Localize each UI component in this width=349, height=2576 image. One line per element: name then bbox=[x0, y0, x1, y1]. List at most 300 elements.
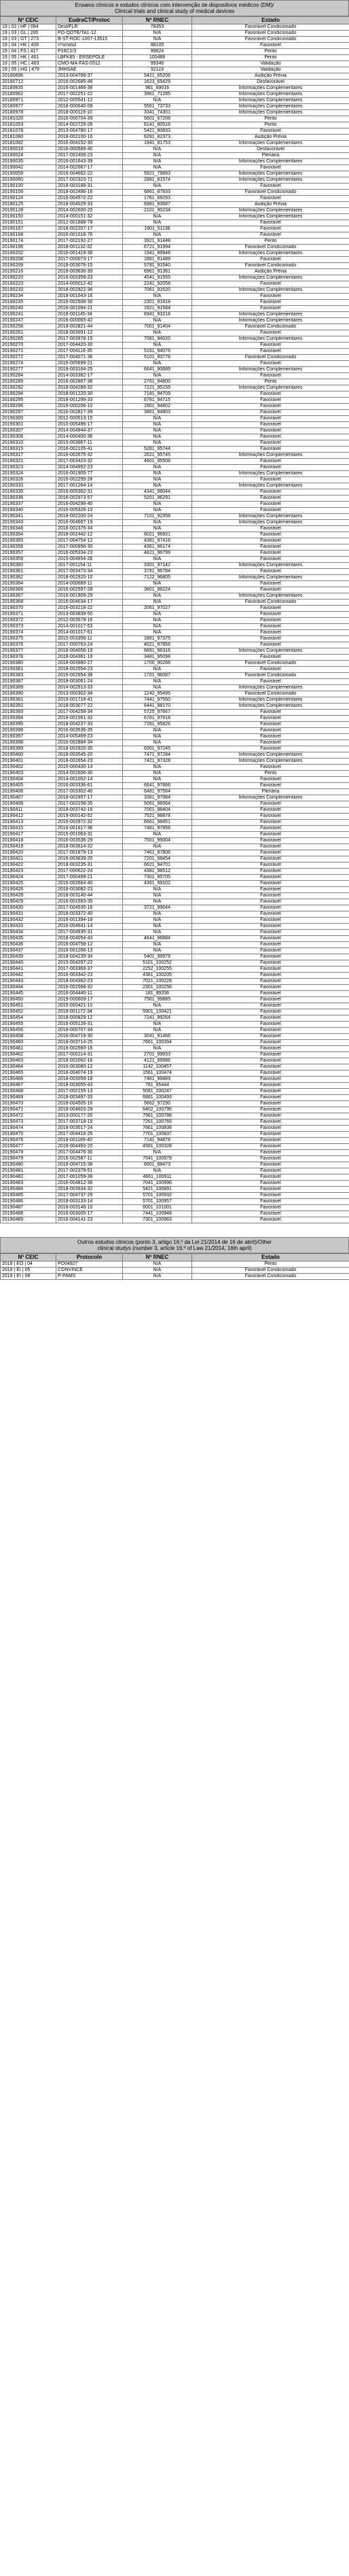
cell-rnec: 6881_100493 bbox=[123, 1095, 192, 1101]
cell-eudract: JHHSAE bbox=[56, 67, 123, 73]
cell-eudract: 2016-000704-39 bbox=[56, 116, 123, 122]
cell-ceic: 20190247 bbox=[1, 318, 56, 324]
cell-rnec: N/A bbox=[123, 948, 192, 954]
cell-estado: Favorável bbox=[192, 979, 349, 985]
cell-rnec: 6981_93687 bbox=[123, 202, 192, 208]
cell-estado: Favorável bbox=[192, 300, 349, 306]
cell-eudract: 2018-003714-25 bbox=[56, 1040, 123, 1046]
cell-eudract: 2018-002922-36 bbox=[56, 288, 123, 294]
cell-eudract: 2018-003235-31 bbox=[56, 863, 123, 869]
cell-rnec: N/A bbox=[123, 502, 192, 508]
cell-eudract: 2016-004440-11 bbox=[56, 991, 123, 997]
cell-ceic: 19 | 05 | HG | 479 bbox=[1, 67, 56, 73]
cell-estado: Informações Complementares bbox=[192, 98, 349, 104]
cell-ceic: 20190308 bbox=[1, 434, 56, 440]
table-row bbox=[1, 801, 349, 807]
cell-ceic: 20190407 bbox=[1, 795, 56, 801]
cell-estado: Informações Complementares bbox=[192, 648, 349, 655]
cell-estado: Favorável bbox=[192, 893, 349, 899]
cell-eudract: 2016-001394-18 bbox=[56, 918, 123, 924]
cell-ceic: 20190429 bbox=[1, 899, 56, 905]
cell-estado: Favorável Condicionado bbox=[192, 324, 349, 330]
cell-estado: Favorável bbox=[192, 722, 349, 728]
cell-eudract: B-ST-ROC-1007-13515 bbox=[56, 37, 123, 43]
cell-rnec: 6961_91361 bbox=[123, 269, 192, 275]
cell-eudract: 2018-003133-14 bbox=[56, 1199, 123, 1205]
cell-estado: Favorável bbox=[192, 343, 349, 349]
cell-rnec: N/A bbox=[123, 1028, 192, 1034]
cell-rnec: 6721_91994 bbox=[123, 245, 192, 251]
table-row bbox=[1, 899, 349, 905]
cell-rnec: 7521_98878 bbox=[123, 814, 192, 820]
cell-rnec: 6641_90689 bbox=[123, 367, 192, 373]
cell-eudract: 2016-002867-38 bbox=[56, 379, 123, 385]
cell-rnec: N/A bbox=[123, 612, 192, 618]
cell-rnec: 5662_97290 bbox=[123, 1101, 192, 1107]
cell-rnec: N/A bbox=[123, 557, 192, 563]
table-row bbox=[1, 502, 349, 508]
cell-estado: Favorável bbox=[192, 489, 349, 495]
cell-ceic: 20190433 bbox=[1, 924, 56, 930]
cell-estado: Favorável bbox=[192, 1132, 349, 1138]
cell-eudract: 2018-002920-10 bbox=[56, 575, 123, 581]
cell-ceic: 20190470 bbox=[1, 1101, 56, 1107]
cell-rnec: 5901_100421 bbox=[123, 1009, 192, 1015]
table-row bbox=[1, 214, 349, 220]
cell-rnec: 7041_100996 bbox=[123, 1181, 192, 1187]
cell-rnec: 5401_99979 bbox=[123, 954, 192, 960]
cell-eudract: CONVINCE bbox=[56, 1268, 123, 1274]
cell-rnec: N/A bbox=[123, 728, 192, 734]
cell-ceic: 20190444 bbox=[1, 985, 56, 991]
cell-estado: Favorável bbox=[192, 434, 349, 440]
cell-ceic: 20190389 bbox=[1, 685, 56, 691]
cell-eudract: 2016-001617-36 bbox=[56, 826, 123, 832]
cell-estado: Informações Complementares bbox=[192, 214, 349, 220]
cell-rnec: 5561_73733 bbox=[123, 104, 192, 110]
cell-eudract: 2018-003091-12 bbox=[56, 330, 123, 336]
cell-rnec: 98105 bbox=[123, 43, 192, 49]
cell-eudract: 2017-002155-13 bbox=[56, 1089, 123, 1095]
cell-eudract: 2016-002597-28 bbox=[56, 587, 123, 593]
cell-eudract: 2013-000302-34 bbox=[56, 691, 123, 697]
table-row bbox=[1, 924, 349, 930]
cell-estado: Favorável bbox=[192, 710, 349, 716]
table-row bbox=[1, 165, 349, 171]
table-row bbox=[1, 942, 349, 948]
cell-estado: Favorável bbox=[192, 581, 349, 587]
cell-ceic: 20190462 bbox=[1, 1052, 56, 1058]
cell-rnec: N/A bbox=[123, 667, 192, 673]
cell-estado: Favorável bbox=[192, 777, 349, 783]
cell-eudract: nºsmdsd bbox=[56, 43, 123, 49]
cell-rnec: 7461_97806 bbox=[123, 850, 192, 856]
cell-eudract: 2018-002442-12 bbox=[56, 532, 123, 538]
cell-ceic: 20190391 bbox=[1, 697, 56, 703]
cell-estado: Favorável bbox=[192, 428, 349, 434]
cell-rnec: 7541_100979 bbox=[123, 1156, 192, 1162]
cell-ceic: 20190406 bbox=[1, 789, 56, 795]
table-row bbox=[1, 116, 349, 122]
cell-rnec: 2621_95745 bbox=[123, 453, 192, 459]
cell-eudract: 2016-005334-23 bbox=[56, 551, 123, 557]
cell-estado: Favorável Condicionado bbox=[192, 37, 349, 43]
cell-ceic: 20190428 bbox=[1, 893, 56, 899]
table-row bbox=[1, 465, 349, 471]
cell-estado: Favorável bbox=[192, 814, 349, 820]
cell-ceic: 20190476 bbox=[1, 1138, 56, 1144]
cell-ceic: 20190354 bbox=[1, 532, 56, 538]
table-row bbox=[1, 538, 349, 544]
cell-ceic: 20190367 bbox=[1, 593, 56, 599]
cell-ceic: 20190486 bbox=[1, 1199, 56, 1205]
cell-rnec: N/A bbox=[123, 318, 192, 324]
cell-ceic: 20190168 bbox=[1, 232, 56, 239]
cell-eudract: 2018-004603-29 bbox=[56, 1107, 123, 1113]
cell-estado: Pento bbox=[192, 49, 349, 55]
cell-estado: Informações Complementares bbox=[192, 336, 349, 343]
cell-estado: Informações Complementares bbox=[192, 685, 349, 691]
cell-eudract: 2014-004952-23 bbox=[56, 465, 123, 471]
cell-rnec: 2241_92058 bbox=[123, 281, 192, 288]
cell-eudract: 2016-005326-10 bbox=[56, 508, 123, 514]
cell-rnec: 6021_96931 bbox=[123, 532, 192, 538]
cell-rnec: 6281_82373 bbox=[123, 135, 192, 141]
cell-rnec: 6402_100795 bbox=[123, 1107, 192, 1113]
cell-rnec: 7481_99889 bbox=[123, 1077, 192, 1083]
cell-rnec: 5421_80833 bbox=[123, 128, 192, 135]
cell-eudract: 2014-000400-36 bbox=[56, 434, 123, 440]
cell-ceic: 20190439 bbox=[1, 954, 56, 960]
cell-eudract: 2017-002408-23 bbox=[56, 153, 123, 159]
cell-rnec: N/A bbox=[123, 740, 192, 746]
table-row bbox=[1, 1064, 349, 1071]
cell-eudract: 2018-003497-33 bbox=[56, 1095, 123, 1101]
cell-ceic: 20190326 bbox=[1, 477, 56, 483]
cell-ceic: 20181078 bbox=[1, 128, 56, 135]
cell-estado: Favorável bbox=[192, 1156, 349, 1162]
cell-ceic: 20190471 bbox=[1, 1107, 56, 1113]
table-row bbox=[1, 1046, 349, 1052]
table-row bbox=[1, 1052, 349, 1058]
cell-rnec: N/A bbox=[123, 581, 192, 587]
cell-estado: Favorável bbox=[192, 985, 349, 991]
table-row bbox=[1, 226, 349, 232]
cell-ceic: 20190458 bbox=[1, 1034, 56, 1040]
table-row bbox=[1, 752, 349, 759]
table-row bbox=[1, 385, 349, 391]
cell-estado: Favorável Condicionado bbox=[192, 355, 349, 361]
cell-ceic: 20190035 bbox=[1, 159, 56, 165]
col-header-rnec: Nº RNEC bbox=[123, 17, 192, 24]
cell-rnec: 5061_98564 bbox=[123, 801, 192, 807]
cell-ceic: 20190431 bbox=[1, 911, 56, 918]
table-row bbox=[1, 1107, 349, 1113]
cell-ceic: 20190018 bbox=[1, 147, 56, 153]
cell-eudract: 2017-004476-30 bbox=[56, 1150, 123, 1156]
cell-estado: Favorável bbox=[192, 942, 349, 948]
cell-rnec: 2101_90234 bbox=[123, 208, 192, 214]
cell-ceic: 20190403 bbox=[1, 771, 56, 777]
cell-eudract: 2016-003080-12 bbox=[56, 1064, 123, 1071]
cell-ceic: 20190258 bbox=[1, 324, 56, 330]
table-row bbox=[1, 453, 349, 459]
cell-rnec: N/A bbox=[123, 416, 192, 422]
cell-ceic: 20190272 bbox=[1, 355, 56, 361]
cell-rnec: 3361_97984 bbox=[123, 795, 192, 801]
cell-estado: Favorável bbox=[192, 856, 349, 863]
cell-ceic: 20190346 bbox=[1, 526, 56, 532]
cell-ceic: 20190383 bbox=[1, 673, 56, 679]
cell-rnec: N/A bbox=[123, 1268, 192, 1274]
cell-eudract: 2018-003980-27 bbox=[56, 661, 123, 667]
cell-estado: Favorável bbox=[192, 1174, 349, 1181]
table-row bbox=[1, 1162, 349, 1168]
table-row bbox=[1, 184, 349, 190]
cell-ceic: 20190381 bbox=[1, 667, 56, 673]
cell-estado: Favorável bbox=[192, 820, 349, 826]
cell-rnec: 6781_97918 bbox=[123, 716, 192, 722]
cell-ceic: 20190241 bbox=[1, 312, 56, 318]
cell-estado: Pento bbox=[192, 379, 349, 385]
cell-eudract: 2016-004667-19 bbox=[56, 520, 123, 526]
table-row bbox=[1, 80, 349, 86]
table-row bbox=[1, 67, 349, 73]
cell-estado: Favorável bbox=[192, 1071, 349, 1077]
cell-rnec: N/A bbox=[123, 477, 192, 483]
cell-estado: Favorável bbox=[192, 1015, 349, 1022]
cell-estado: Favorável bbox=[192, 502, 349, 508]
cell-eudract: 2016-005699-21 bbox=[56, 361, 123, 367]
cell-estado: Validação bbox=[192, 67, 349, 73]
cell-eudract: 2016-002972-32 bbox=[56, 820, 123, 826]
cell-ceic: 20190261 bbox=[1, 330, 56, 336]
cell-eudract: 2017-003369-37 bbox=[56, 967, 123, 973]
table-row bbox=[1, 447, 349, 453]
cell-rnec: 7021_100228 bbox=[123, 979, 192, 985]
cell-eudract: 2014-002600-20 bbox=[56, 208, 123, 214]
section1-title-line1: Ensaios clínicos e estudos clínicos com intervenção de dispositivos médicos (DM)/ bbox=[75, 2, 274, 8]
cell-rnec: N/A bbox=[123, 373, 192, 379]
cell-estado: Favorável bbox=[192, 1150, 349, 1156]
cell-rnec: 2301_91818 bbox=[123, 300, 192, 306]
table-row bbox=[1, 869, 349, 875]
table-row bbox=[1, 135, 349, 141]
cell-estado: Favorável bbox=[192, 1205, 349, 1211]
cell-estado: Favorável bbox=[192, 440, 349, 447]
cell-ceic: 20190380 bbox=[1, 661, 56, 667]
cell-eudract: 2018-000640-09 bbox=[56, 104, 123, 110]
cell-estado: Favorável Condicionado bbox=[192, 263, 349, 269]
cell-estado: Audição Prévia bbox=[192, 202, 349, 208]
cell-ceic: 2019 | EI | 08 bbox=[1, 1274, 56, 1280]
cell-ceic: 20190265 bbox=[1, 336, 56, 343]
cell-estado: Favorável bbox=[192, 587, 349, 593]
cell-ceic: 20190423 bbox=[1, 869, 56, 875]
cell-estado: Plenária bbox=[192, 789, 349, 795]
cell-estado: Favorável bbox=[192, 495, 349, 502]
table-row bbox=[1, 1003, 349, 1009]
cell-rnec: N/A bbox=[123, 630, 192, 636]
cell-rnec: N/A bbox=[123, 618, 192, 624]
cell-eudract: 2014-001017-53 bbox=[56, 624, 123, 630]
cell-rnec: 3781_96784 bbox=[123, 569, 192, 575]
table-row bbox=[1, 37, 349, 43]
cell-ceic: 20190374 bbox=[1, 630, 56, 636]
cell-ceic: 19 | 05 | HK | 461 bbox=[1, 55, 56, 61]
cell-estado: Informações Complementares bbox=[192, 697, 349, 703]
cell-eudract: 2016-001419-38 bbox=[56, 251, 123, 257]
table-row bbox=[1, 1168, 349, 1174]
cell-estado: Favorável bbox=[192, 165, 349, 171]
col-header-rnec: Nº RNEC bbox=[123, 1254, 192, 1261]
table-row bbox=[1, 159, 349, 165]
cell-ceic: 20190209 bbox=[1, 263, 56, 269]
cell-ceic: 20190323 bbox=[1, 465, 56, 471]
cell-estado: Informações Complementares bbox=[192, 312, 349, 318]
cell-eudract: CMO-MA-FAS-0512 bbox=[56, 61, 123, 67]
cell-estado: Favorável Condicionado bbox=[192, 673, 349, 679]
cell-ceic: 20190150 bbox=[1, 214, 56, 220]
table-row bbox=[1, 147, 349, 153]
table-row bbox=[1, 275, 349, 281]
cell-estado: Favorável bbox=[192, 477, 349, 483]
table-row bbox=[1, 563, 349, 569]
cell-ceic: 20190377 bbox=[1, 648, 56, 655]
table-row bbox=[1, 905, 349, 911]
cell-rnec: 7661_100394 bbox=[123, 1040, 192, 1046]
cell-eudract: 2016-002207-17 bbox=[56, 226, 123, 232]
cell-ceic: 20180978 bbox=[1, 110, 56, 116]
cell-eudract: 2018-004505-16 bbox=[56, 1101, 123, 1107]
table-row bbox=[1, 349, 349, 355]
table-row bbox=[1, 679, 349, 685]
cell-ceic: 20190270 bbox=[1, 343, 56, 349]
cell-rnec: N/A bbox=[123, 777, 192, 783]
cell-eudract: P-PAMS bbox=[56, 1274, 123, 1280]
cell-estado: Favorável bbox=[192, 1107, 349, 1113]
cell-ceic: 20190418 bbox=[1, 838, 56, 844]
cell-ceic: 20190341 bbox=[1, 514, 56, 520]
table-row bbox=[1, 630, 349, 636]
cell-ceic: 20190405 bbox=[1, 783, 56, 789]
cell-eudract: 2017-004118-35 bbox=[56, 349, 123, 355]
cell-ceic: 20190284 bbox=[1, 373, 56, 379]
cell-ceic: 20190399 bbox=[1, 746, 56, 752]
table-row bbox=[1, 1193, 349, 1199]
cell-ceic: 20190289 bbox=[1, 379, 56, 385]
cell-rnec: 6441_98170 bbox=[123, 703, 192, 710]
cell-ceic: 20190396 bbox=[1, 728, 56, 734]
cell-eudract: 2018-002920-35 bbox=[56, 746, 123, 752]
cell-estado: Favorável bbox=[192, 887, 349, 893]
cell-rnec: N/A bbox=[123, 232, 192, 239]
cell-eudract: 2012-003578-16 bbox=[56, 618, 123, 624]
table-row bbox=[1, 398, 349, 404]
cell-estado: Favorável bbox=[192, 826, 349, 832]
table-row bbox=[1, 973, 349, 979]
cell-ceic: 20181053 bbox=[1, 122, 56, 128]
table-row bbox=[1, 1095, 349, 1101]
table-row bbox=[1, 477, 349, 483]
cell-ceic: 20190216 bbox=[1, 269, 56, 275]
cell-eudract: 2016-004141-23 bbox=[56, 1217, 123, 1223]
cell-eudract: 2016-001593-35 bbox=[56, 899, 123, 905]
cell-estado: Pento bbox=[192, 122, 349, 128]
cell-ceic: 20190223 bbox=[1, 281, 56, 288]
cell-eudract: 2017-001154-11 bbox=[56, 563, 123, 569]
cell-rnec: 4661_100911 bbox=[123, 1174, 192, 1181]
cell-eudract: 2012-001888-78 bbox=[56, 220, 123, 226]
cell-rnec: 3041_91466 bbox=[123, 1034, 192, 1040]
col-header-estado: Estado bbox=[192, 17, 349, 24]
cell-ceic: 20190124 bbox=[1, 196, 56, 202]
cell-estado: Favorável bbox=[192, 807, 349, 814]
cell-estado: Favorável bbox=[192, 844, 349, 850]
cell-eudract: 2017-003473-34 bbox=[56, 569, 123, 575]
table-row bbox=[1, 416, 349, 422]
cell-rnec: N/A bbox=[123, 685, 192, 691]
cell-eudract: 2018-001561-32 bbox=[56, 716, 123, 722]
table-row bbox=[1, 948, 349, 954]
table-row bbox=[1, 171, 349, 177]
cell-estado: Informações Complementares bbox=[192, 514, 349, 520]
cell-rnec: N/A bbox=[123, 422, 192, 428]
cell-estado: Favorável bbox=[192, 1077, 349, 1083]
cell-eudract: 2014-001002-14 bbox=[56, 777, 123, 783]
cell-estado: Informações Complementares bbox=[192, 177, 349, 184]
table-row bbox=[1, 514, 349, 520]
cell-rnec: N/A bbox=[123, 471, 192, 477]
cell-ceic: 20190437 bbox=[1, 948, 56, 954]
cell-ceic: 20190417 bbox=[1, 832, 56, 838]
cell-rnec: 7081_94020 bbox=[123, 336, 192, 343]
cell-eudract: 2018-004493-20 bbox=[56, 1144, 123, 1150]
cell-eudract: 2016-003639-20 bbox=[56, 856, 123, 863]
cell-ceic: 20190324 bbox=[1, 471, 56, 477]
cell-rnec: N/A bbox=[123, 924, 192, 930]
cell-rnec: N/A bbox=[123, 184, 192, 190]
table-row bbox=[1, 428, 349, 434]
cell-ceic: 20190468 bbox=[1, 1089, 56, 1095]
cell-rnec: N/A bbox=[123, 147, 192, 153]
table-row bbox=[1, 581, 349, 587]
cell-eudract: 2017-001059-36 bbox=[56, 1174, 123, 1181]
cell-ceic: 20190366 bbox=[1, 587, 56, 593]
cell-eudract: 2017-002379-51 bbox=[56, 1168, 123, 1174]
cell-ceic: 20180977 bbox=[1, 104, 56, 110]
table-row bbox=[1, 324, 349, 330]
cell-estado: Favorável bbox=[192, 642, 349, 648]
cell-estado: Favorável bbox=[192, 184, 349, 190]
cell-rnec: 3961_71285 bbox=[123, 92, 192, 98]
cell-rnec: N/A bbox=[123, 526, 192, 532]
cell-estado: Favorável bbox=[192, 544, 349, 551]
cell-estado: Favorável bbox=[192, 1003, 349, 1009]
cell-ceic: 20190424 bbox=[1, 875, 56, 881]
section1-title-line2: Clinical trials and clinical study of medical devices bbox=[114, 8, 235, 14]
cell-eudract: 2016-005126-31 bbox=[56, 1022, 123, 1028]
cell-rnec: 7101_92358 bbox=[123, 514, 192, 520]
cell-ceic: 20190426 bbox=[1, 887, 56, 893]
table-row bbox=[1, 918, 349, 924]
cell-eudract: 2014-002667-17 bbox=[56, 165, 123, 171]
cell-eudract: 2016-004034-17 bbox=[56, 599, 123, 606]
cell-rnec: N/A bbox=[123, 1274, 192, 1280]
table-row bbox=[1, 202, 349, 208]
table-row bbox=[1, 1156, 349, 1162]
table-row bbox=[1, 814, 349, 820]
